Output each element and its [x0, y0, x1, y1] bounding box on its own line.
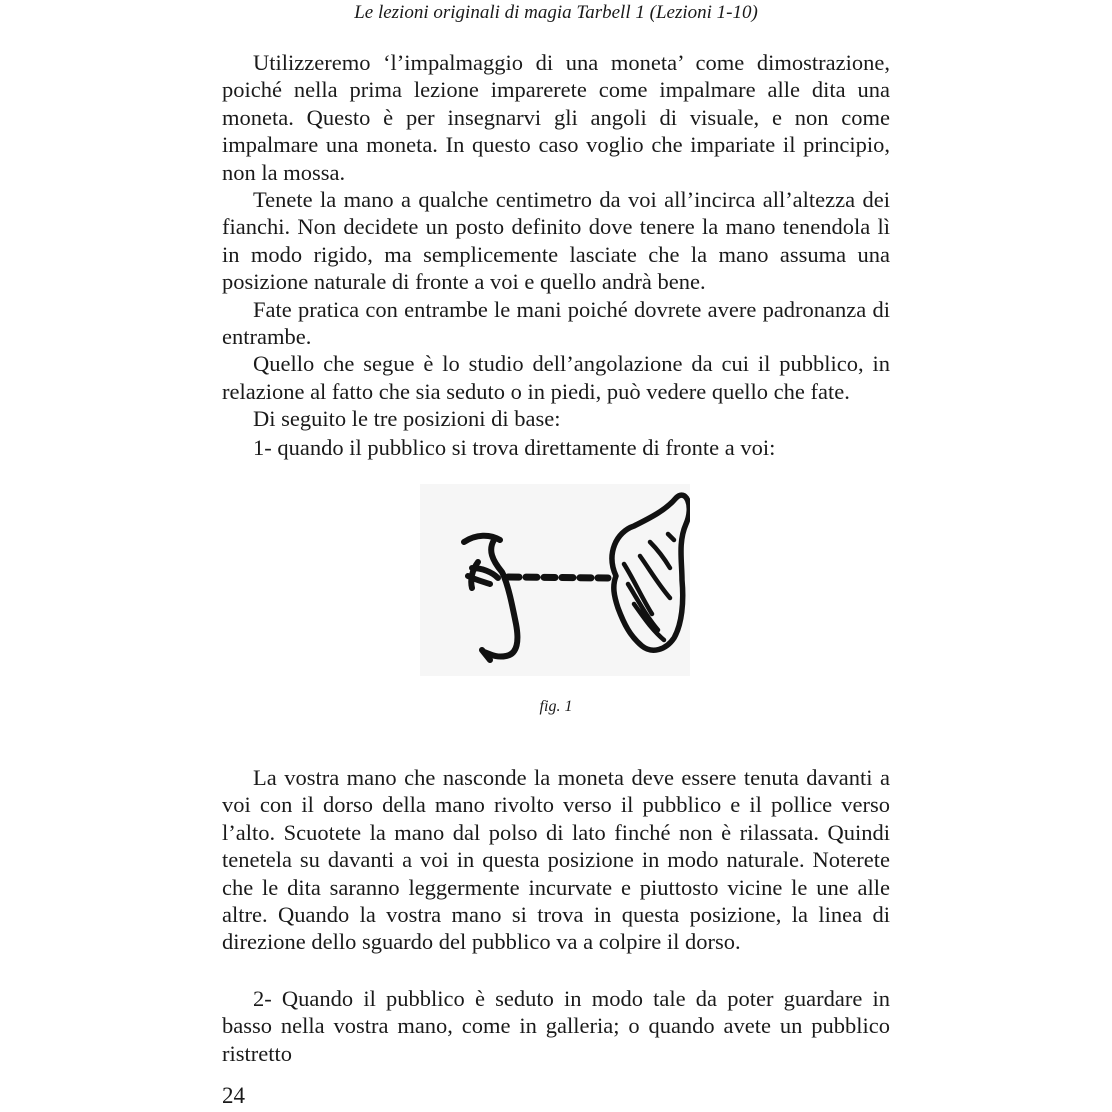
- figure-1-illustration: [420, 484, 690, 676]
- body-text-bottom: [222, 985, 890, 1067]
- paragraph: Quello che segue è lo studio dell’angolazione da cui il pubblico, in relazione al fatto che sia seduto o in piedi, può vedere quello che fate.: [222, 351, 890, 404]
- hand-finger-lines: [624, 534, 674, 640]
- body-text-top: [222, 49, 890, 433]
- paragraph: Fate pratica con entrambe le mani poiché dovrete avere padronanza di entrambe.: [222, 296, 890, 350]
- paragraph: Tenete la mano a qualche centimetro da voi all’incirca all’altezza dei fianchi. Non decidete un posto definito dove tenere la mano tenendola lì in modo rigido, ma semplicemente lasciate che la mano assuma una posizione naturale di fronte a voi e quello andrà bene.: [222, 187, 890, 295]
- paragraph: La vostra mano che nasconde la moneta deve essere tenuta davanti a voi con il dorso della mano rivolto verso il pubblico e il pollice verso l’alto. Scuotete la mano dal polso di lato finché non è rilassata. Quindi tenetela su davanti a voi in questa posizione in modo naturale. Noterete che le dita saranno leggermente incurvate e piuttosto vicine le une alle altre. Quando la vostra mano si trova in questa posizione, la linea di direzione dello sguardo del pubblico va a colpire il dorso.: [222, 765, 890, 955]
- paragraph: 2- Quando il pubblico è seduto in modo tale da poter guardare in basso nella vostra mano, come in galleria; o quando avete un pubblico ristretto: [222, 986, 890, 1066]
- paragraph: Utilizzeremo ‘l’impalmaggio di una moneta’ come dimostrazione, poiché nella prima lezione imparerete come impalmare alle dita una moneta. Questo è per insegnarvi gli angoli di visuale, e non come impalmare una moneta. In questo caso voglio che impariate il principio, non la mossa.: [222, 50, 890, 185]
- hand-line-of-sight-drawing: [420, 484, 690, 676]
- line-of-sight: [508, 577, 608, 578]
- figure-caption: fig. 1: [539, 698, 573, 715]
- body-text-middle: [222, 764, 890, 956]
- page-number: 24: [222, 1083, 245, 1108]
- running-header: Le lezioni originali di magia Tarbell 1 (Lezioni 1-10): [354, 2, 758, 23]
- paragraph: Di seguito le tre posizioni di base:: [253, 406, 561, 432]
- observer-profile: [464, 536, 517, 660]
- list-item-position-1: 1- quando il pubblico si trova direttamente di fronte a voi:: [253, 435, 776, 460]
